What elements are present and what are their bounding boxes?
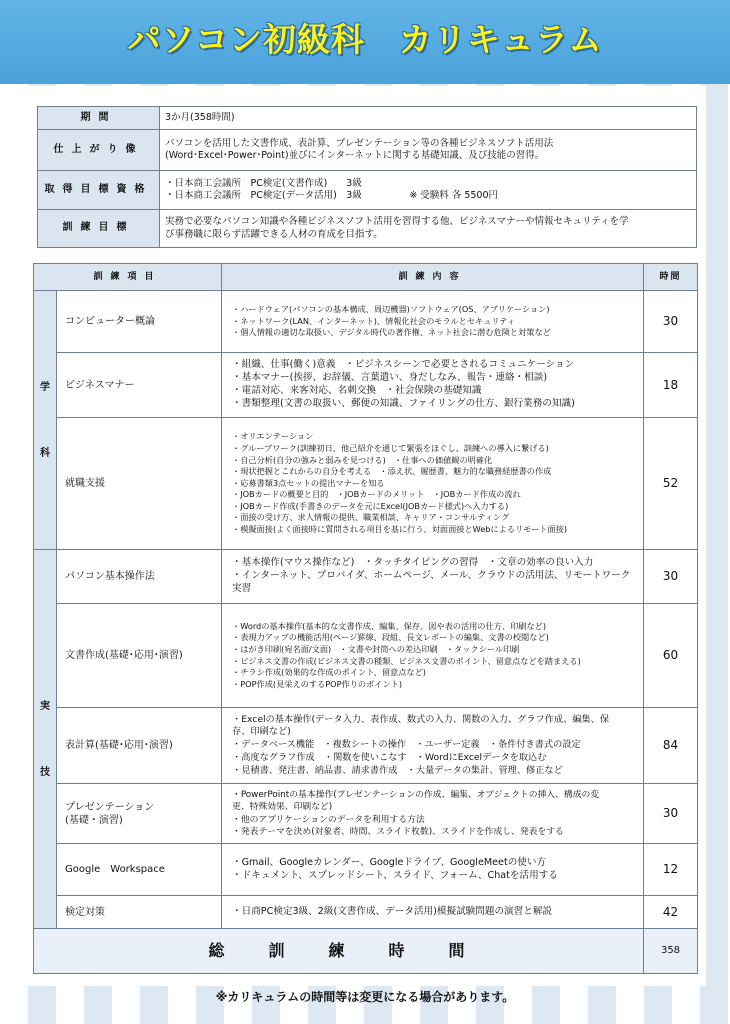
item-name: 就職支援 — [57, 418, 222, 550]
item-content — [222, 844, 644, 896]
content-line: ・インターネット、プロバイダ、ホームページ、メール、クラウドの活用法、リモートワーク — [232, 570, 631, 582]
content-line: ・現状把握とこれからの自分を考える ・添え状、履歴書、魅力的な職務経歴書の作成 — [232, 466, 552, 477]
summary-value — [160, 210, 697, 248]
content-line: ・ハードウェア(パソコンの基本構成、周辺機器)ソフトウェア(OS、アプリケーション) — [232, 304, 550, 315]
curriculum-row — [34, 844, 698, 896]
item-content — [222, 550, 644, 604]
item-hours: 52 — [644, 418, 698, 550]
content-line: ・高度なグラフ作成 ・関数を使いこなす ・WordにExcelデータを取込む — [232, 751, 547, 763]
summary-line: (Word･Excel･Power･Point)並びにインターネットに関する基礎知識、及び技能の習得。 — [165, 150, 545, 161]
curriculum-row — [34, 418, 698, 550]
content-line: ・書類整理(文書の取扱い、郵便の知識、ファイリングの仕方、銀行業務の知識) — [232, 397, 575, 409]
content-line: ・組織、仕事(働く)意義 ・ビジネスシーンで必要とされるコミュニケーション — [232, 359, 575, 371]
summary-line: パソコンを活用した文書作成、表計算、プレゼンテーション等の各種ビジネスソフト活用法 — [165, 137, 554, 149]
content-line: ・JOBカード作成(手書きのデータを元にExcel(JOBカード様式)へ入力する) — [232, 500, 509, 511]
content-line: ・ドキュメント、スプレッドシート、スライド、フォーム、Chatを活用する — [232, 869, 558, 881]
summary-row-period — [38, 107, 697, 130]
header-hours: 時間 — [644, 264, 698, 291]
content-line: ・グループワーク(訓練初日、他己紹介を通じて緊張をほぐし、訓練への導入に繋げる) — [232, 442, 549, 453]
content-line: ・表現力アップの機能活用(ページ罫線、段組、長文レポートの編集、文書の校閲など) — [232, 632, 549, 643]
summary-label: 訓練目標 — [38, 210, 160, 248]
content-line: ・Gmail、Googleカレンダー、Googleドライブ、GoogleMeetの使い方 — [232, 856, 547, 868]
summary-line: び事務職に限らず活躍できる人材の育成を目指す。 — [165, 228, 383, 240]
summary-line: ・日本商工会議所 PC検定(文書作成) 3級 — [165, 177, 362, 189]
summary-line: ・日本商工会議所 PC検定(データ活用) 3級 ※ 受験料 各 5500円 — [165, 190, 499, 201]
summary-line: 実務で必要なパソコン知識や各種ビジネスソフト活用を習得する他、ビジネスマナーや情報セキュリティを学 — [165, 216, 629, 228]
item-name: ビジネスマナー — [57, 353, 222, 418]
curriculum-row — [34, 353, 698, 418]
item-hours: 30 — [644, 784, 698, 844]
page-title: パソコン初級科 カリキュラム — [127, 20, 603, 59]
content-line: 存、印刷など) — [232, 726, 291, 738]
summary-line: 3か月(358時間) — [165, 111, 235, 123]
curriculum-table — [33, 263, 698, 974]
content-line: ・JOBカードの概要と目的 ・JOBカードのメリット ・JOBカード作成の流れ — [232, 489, 521, 500]
item-hours: 30 — [644, 550, 698, 604]
item-name: 文書作成(基礎･応用･演習) — [57, 604, 222, 708]
curriculum-header-row — [34, 264, 698, 291]
item-content — [222, 353, 644, 418]
content-line: ・日商PC検定3級、2級(文書作成、データ活用)模擬試験問題の演習と解説 — [232, 905, 553, 917]
total-hours: 358 — [644, 929, 698, 974]
item-hours: 42 — [644, 896, 698, 929]
content-line: ・ネットワーク(LAN、インターネット)、情報化社会のモラルとセキュリティ — [232, 315, 516, 326]
item-content — [222, 291, 644, 353]
curriculum-row — [34, 604, 698, 708]
summary-label: 取得目標資格 — [38, 171, 160, 210]
summary-row-training-goal — [38, 210, 697, 248]
content-line: ・PowerPointの基本操作(プレゼンテーションの作成、編集、オブジェクトの挿入、構成の変 — [232, 790, 600, 801]
summary-row-goal-image — [38, 130, 697, 171]
content-line: 実習 — [232, 582, 252, 594]
total-label: 総訓練時間 — [34, 929, 644, 974]
header-content: 訓練内容 — [222, 264, 644, 291]
item-hours: 12 — [644, 844, 698, 896]
summary-label: 仕上がり像 — [38, 130, 160, 171]
content-line: ・模擬面接(よく面接時に質問される項目を基に行う、対面面接とWebによるリモート面接) — [232, 524, 568, 535]
item-content — [222, 708, 644, 784]
curriculum-row — [34, 784, 698, 844]
summary-row-certification — [38, 171, 697, 210]
content-line: ・見積書、発注書、納品書、請求書作成 ・大量データの集計、管理、修正など — [232, 764, 563, 776]
curriculum-row — [34, 896, 698, 929]
item-name: Google Workspace — [57, 844, 222, 896]
item-hours: 30 — [644, 291, 698, 353]
content-line: ・電話対応、来客対応、名刺交換 ・社会保険の基礎知識 — [232, 385, 482, 396]
content-line: ・データベース機能 ・複数シートの操作 ・ユーザー定義 ・条件付き書式の設定 — [232, 739, 581, 751]
item-name: コンピューター概論 — [57, 291, 222, 353]
content-line: ・オリエンテーション — [232, 431, 314, 442]
item-name: プレゼンテーション (基礎・演習) — [57, 784, 222, 844]
item-content — [222, 418, 644, 550]
curriculum-row — [34, 550, 698, 604]
item-content — [222, 604, 644, 708]
item-name: パソコン基本操作法 — [57, 550, 222, 604]
group-jitsugi: 実 技 — [34, 550, 57, 929]
summary-value — [160, 130, 697, 171]
content-line: 更、特殊効果、印刷など) — [232, 802, 333, 813]
total-row — [34, 929, 698, 974]
content-line: ・発表テーマを決め(対象者、時間、スライド枚数)、スライドを作成し、発表をする — [232, 826, 564, 837]
content-line: ・面接の受け方、求人情報の提供、職業相談、キャリア・コンサルティング — [232, 512, 510, 523]
item-name: 表計算(基礎･応用･演習) — [57, 708, 222, 784]
header-item: 訓練項目 — [34, 264, 222, 291]
summary-value — [160, 171, 697, 210]
summary-table — [37, 106, 697, 248]
content-line: ・はがき印刷(宛名面/文面) ・文書や封筒への差込印刷 ・タックシール印刷 — [232, 643, 520, 654]
content-line: ・自己分析(自分の強みと弱みを見つける) ・仕事への価値観の明確化 — [232, 454, 493, 465]
item-hours: 84 — [644, 708, 698, 784]
group-gakka: 学 科 — [34, 291, 57, 550]
item-name: 検定対策 — [57, 896, 222, 929]
content-line: ・基本操作(マウス操作など) ・タッチタイピングの習得 ・文章の効率の良い入力 — [232, 557, 594, 569]
content-line: ・Wordの基本操作(基本的な文書作成、編集、保存、図や表の活用の仕方、印刷など) — [232, 620, 547, 631]
content-line: ・他のアプリケーションのデータを利用する方法 — [232, 814, 425, 825]
content-line: ・POP作成(見栄えのするPOP作りのポイント) — [232, 678, 403, 689]
content-line: ・ビジネス文書の作成(ビジネス文書の種類、ビジネス文書のポイント、留意点などを踏まえる) — [232, 655, 581, 666]
content-line: ・Excelの基本操作(データ入力、表作成、数式の入力、関数の入力、グラフ作成、編集、保 — [232, 713, 610, 725]
content-line: ・個人情報の適切な取扱い、デジタル時代の著作権、ネット社会に潜む危険と対策など — [232, 327, 551, 338]
item-content — [222, 784, 644, 844]
title-band — [0, 0, 730, 84]
footnote: ※カリキュラムの時間等は変更になる場合があります。 — [215, 990, 515, 1004]
summary-label: 期間 — [38, 107, 160, 130]
content-line: ・チラシ作成(効果的な作成のポイント、留意点など) — [232, 667, 426, 678]
content-line: ・応募書類3点セットの提出マナーを知る — [232, 477, 385, 488]
item-hours: 60 — [644, 604, 698, 708]
item-content — [222, 896, 644, 929]
curriculum-row — [34, 708, 698, 784]
curriculum-row — [34, 291, 698, 353]
content-line: ・基本マナー(挨拶、お辞儀、言葉遣い、身だしなみ、報告・連絡・相談) — [232, 372, 548, 384]
summary-value — [160, 107, 697, 130]
item-hours: 18 — [644, 353, 698, 418]
